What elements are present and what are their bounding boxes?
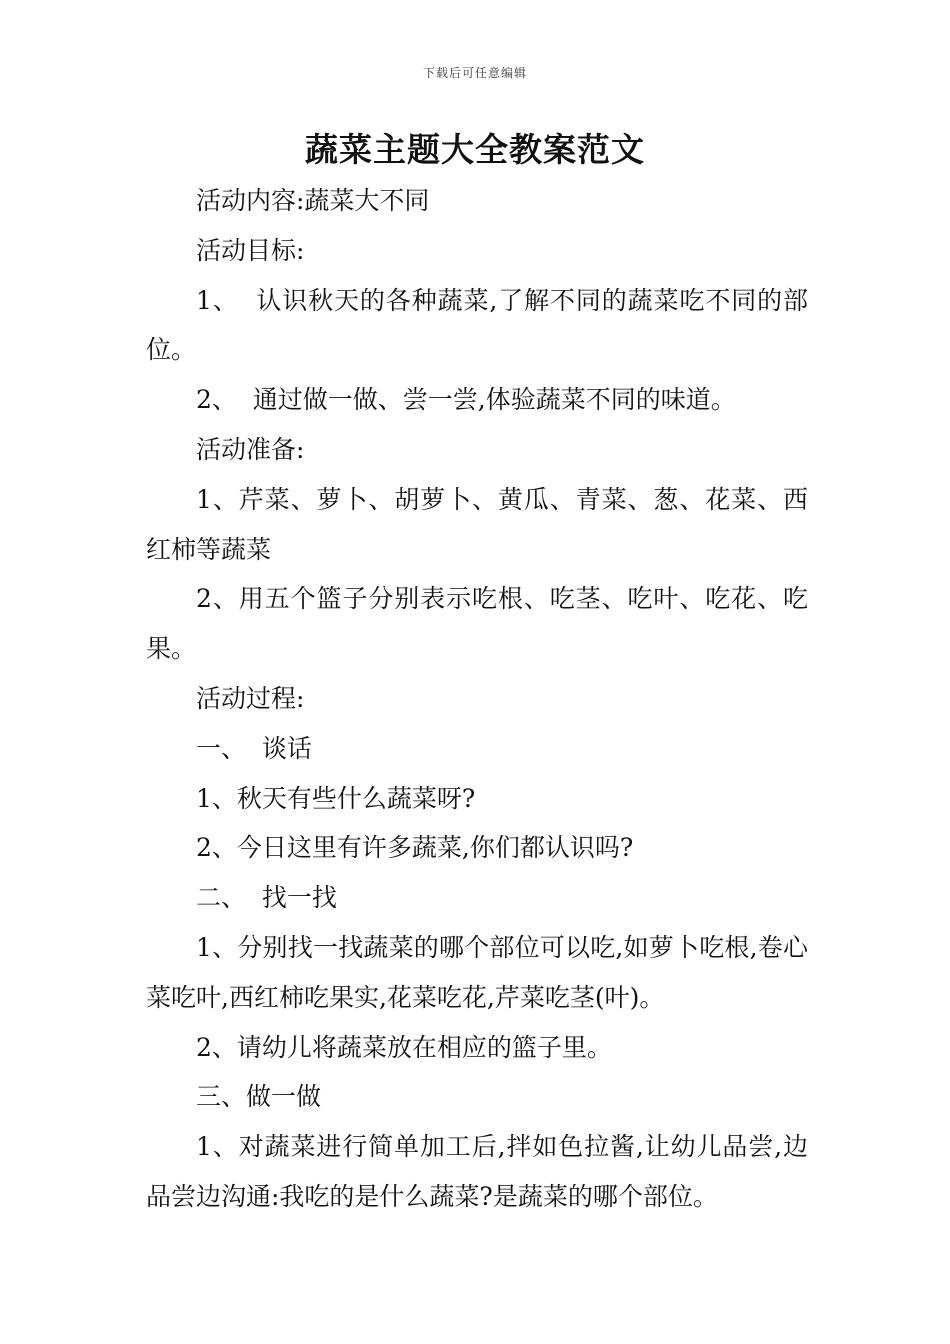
paragraph-preparation-2: 2、用五个篮子分别表示吃根、吃茎、吃叶、吃花、吃果。 <box>146 584 808 664</box>
paragraph-section-1-item-1: 1、秋天有些什么蔬菜呀? <box>196 783 476 813</box>
document-body <box>146 176 808 1222</box>
paragraph-section-3-item-1: 1、对蔬菜进行简单加工后,拌如色拉酱,让幼儿品尝,边品尝边沟通:我吃的是什么蔬菜?是蔬菜的哪个部位。 <box>146 1132 808 1211</box>
header-note: 下载后可任意编辑 <box>422 66 527 80</box>
paragraph-section-3-heading: 三、做一做 <box>196 1082 322 1112</box>
paragraph-goal-2: 2、 通过做一做、尝一尝,体验蔬菜不同的味道。 <box>196 385 736 415</box>
paragraph-section-2-item-1: 1、分别找一找蔬菜的哪个部位可以吃,如萝卜吃根,卷心菜吃叶,西红柿吃果实,花菜吃花,芹菜吃茎(叶)。 <box>146 932 808 1012</box>
paragraph-section-1-heading: 一、 谈话 <box>196 733 312 763</box>
paragraph-activity-content: 活动内容:蔬菜大不同 <box>196 186 430 215</box>
paragraph-preparation-heading: 活动准备: <box>196 434 305 464</box>
paragraph-process-heading: 活动过程: <box>196 683 305 713</box>
paragraph-goal-1: 1、 认识秋天的各种蔬菜,了解不同的蔬菜吃不同的部位。 <box>146 285 808 365</box>
document-title: 蔬菜主题大全教案范文 <box>305 130 645 169</box>
paragraph-section-2-heading: 二、 找一找 <box>196 883 337 913</box>
paragraph-preparation-1: 1、芹菜、萝卜、胡萝卜、黄瓜、青菜、葱、花菜、西红柿等蔬菜 <box>146 484 808 564</box>
paragraph-activity-goals-heading: 活动目标: <box>196 235 305 265</box>
paragraph-section-2-item-2: 2、请幼儿将蔬菜放在相应的篮子里。 <box>196 1032 612 1062</box>
paragraph-section-1-item-2: 2、今日这里有许多蔬菜,你们都认识吗? <box>196 833 634 863</box>
